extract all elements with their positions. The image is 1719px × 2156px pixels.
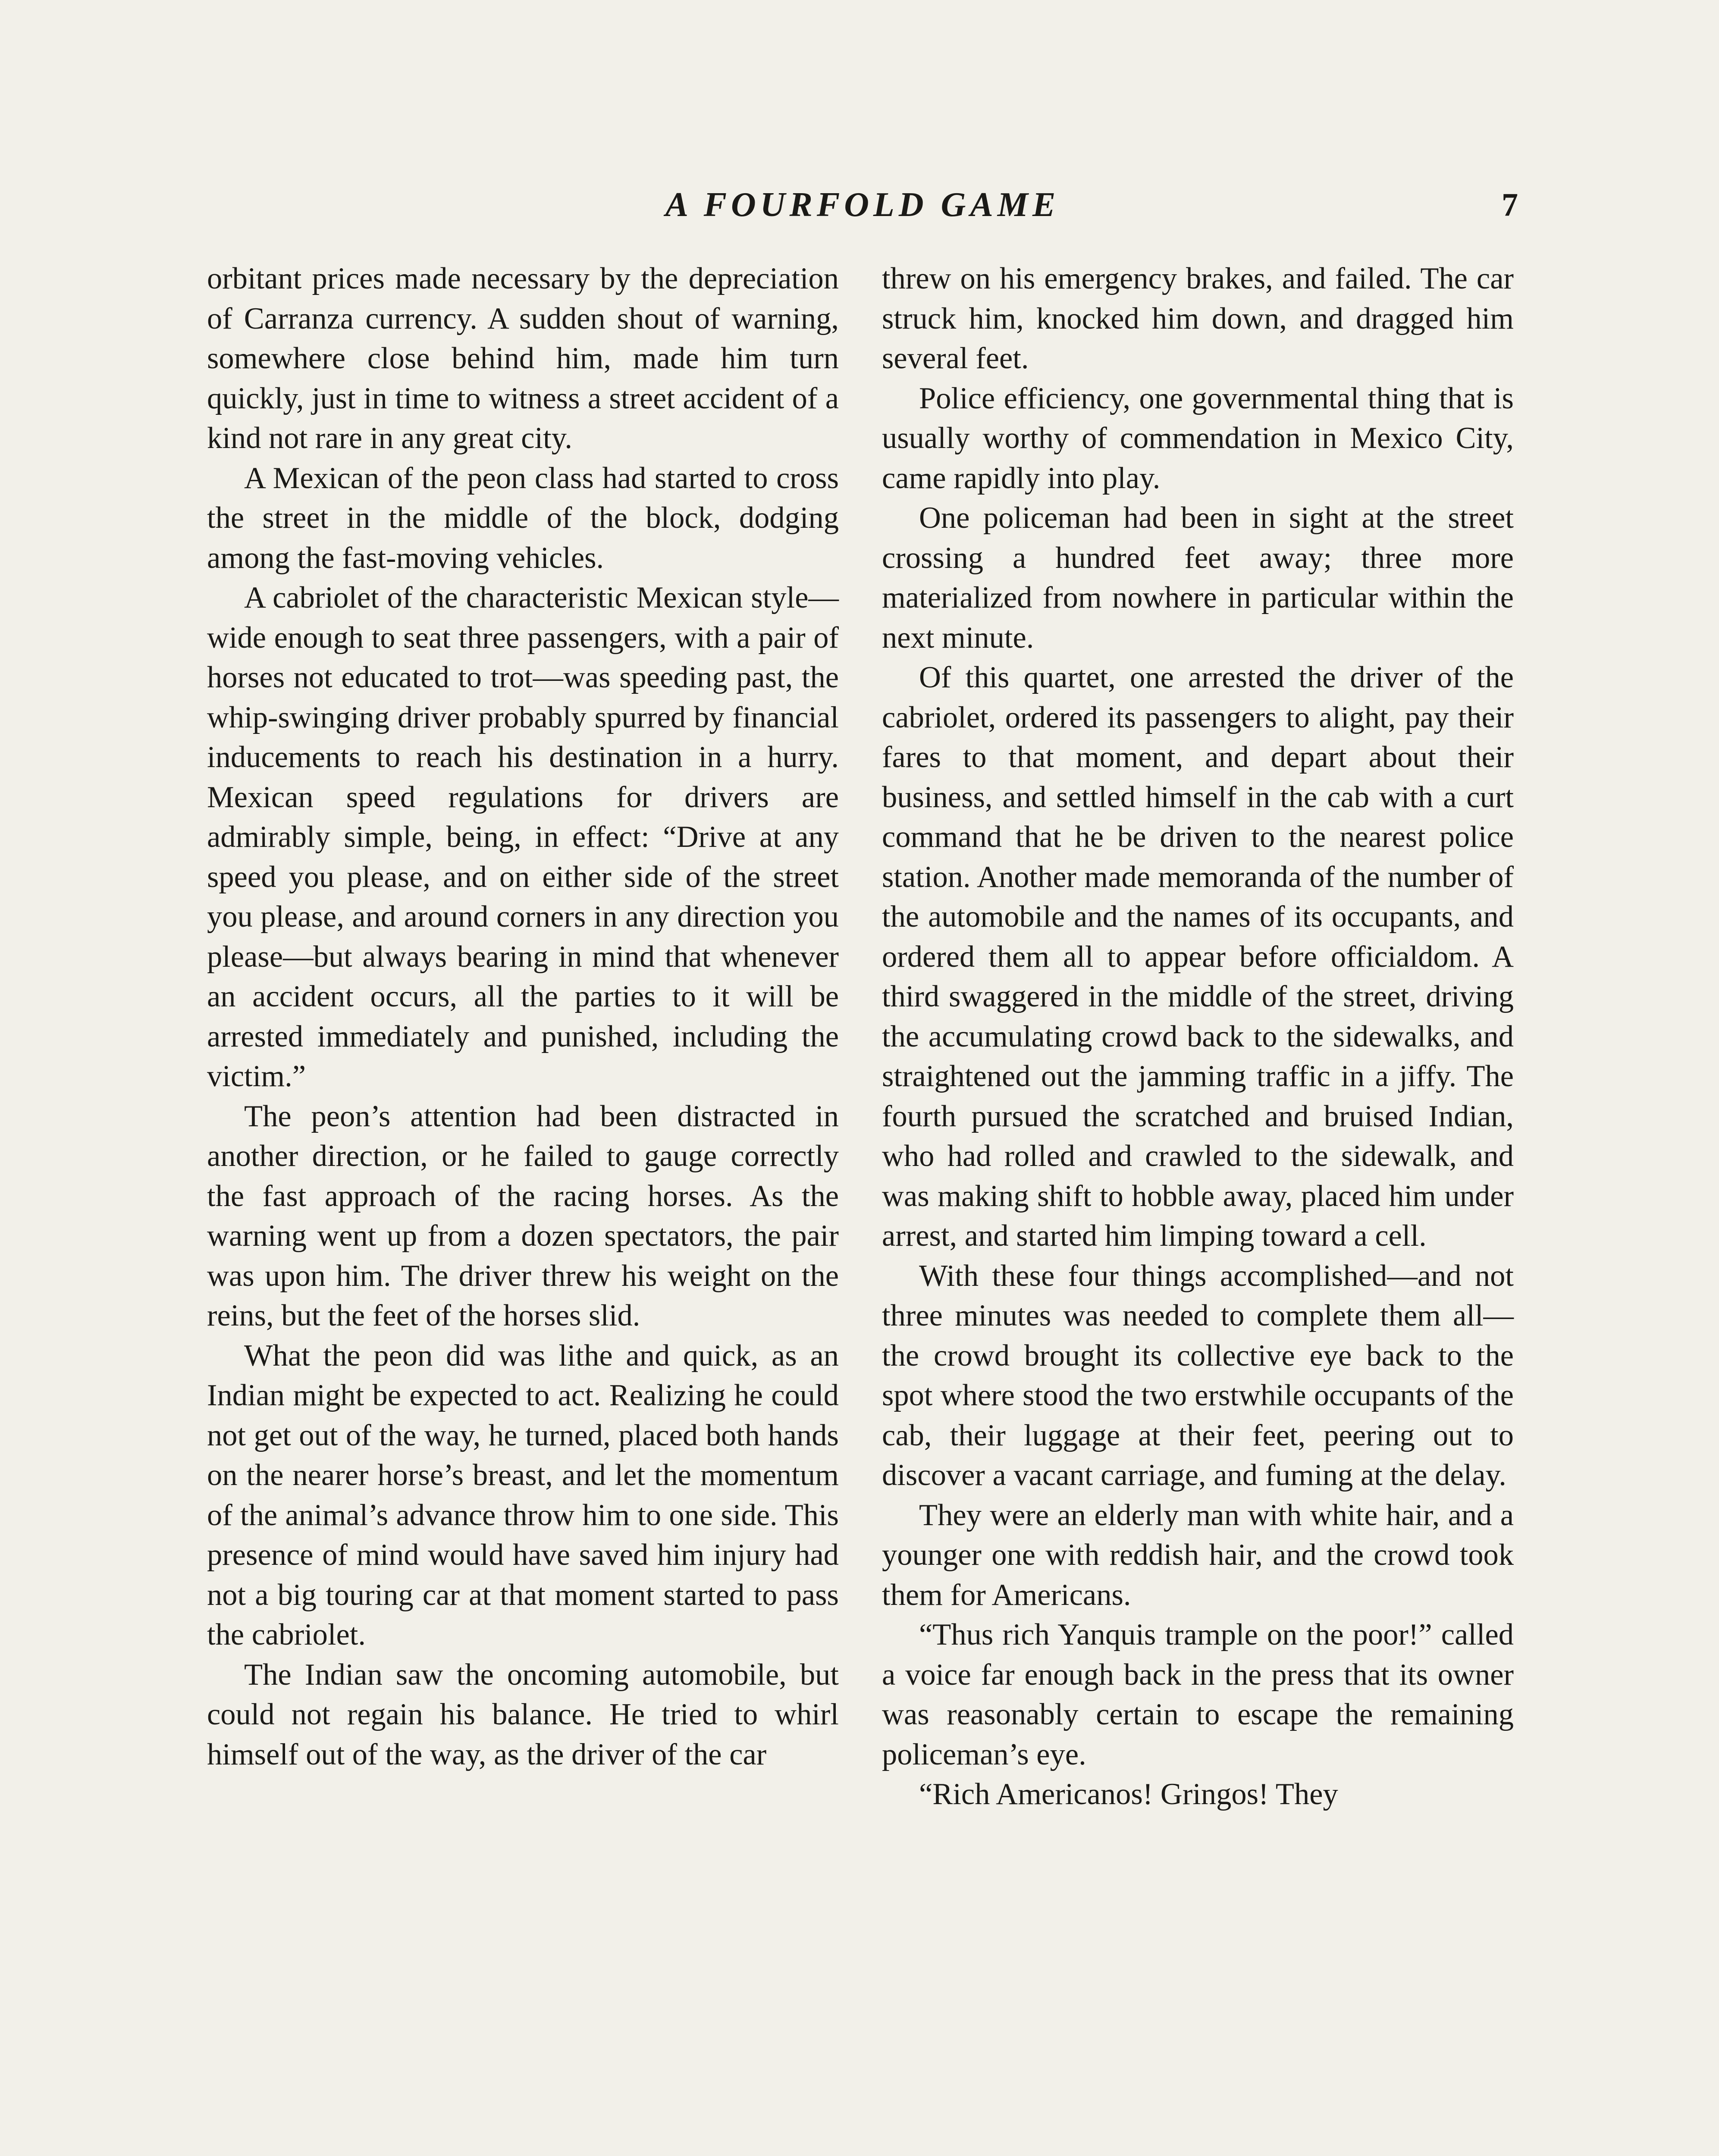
paragraph: A Mexican of the peon class had started to cross the street in the middle of the block, dodging among the fast-moving vehicles. xyxy=(207,461,839,575)
paragraph: Of this quartet, one arrested the driver of the cabriolet, ordered its passengers to alight, pay their fares to that moment, and depart about their business, and settled himself in the cab with a curt command that he be driven to the nearest police station. Another made memoranda of the number of the automobile and the names of its occupants, and ordered them all to appear before officialdom. A third swaggered in the middle of the street, driving the accumulating crowd back to the sidewalks, and straightened out the jamming traffic in a jiffy. The fourth pursued the scratched and bruised Indian, who had rolled and crawled to the sidewalk, and was making shift to hobble away, placed him under arrest, and started him limping toward a cell. xyxy=(882,661,1514,1253)
paragraph: “Thus rich Yanquis trample on the poor!” called a voice far enough back in the press that its owner was reasonably certain to escape the remaining policeman’s eye. xyxy=(882,1618,1514,1771)
paragraph: Police efficiency, one governmental thing that is usually worthy of commendation in Mexico City, came rapidly into play. xyxy=(882,381,1514,495)
page-number: 7 xyxy=(1502,187,1518,223)
paragraph: threw on his emergency brakes, and failed. The car struck him, knocked him down, and dragged him several feet. xyxy=(882,262,1514,375)
left-column xyxy=(207,259,839,1774)
paragraph: The Indian saw the oncoming automobile, but could not regain his balance. He tried to whirl himself out of the way, as the driver of the car xyxy=(207,1658,839,1771)
right-column xyxy=(882,259,1514,1814)
paragraph: orbitant prices made necessary by the depreciation of Carranza currency. A sudden shout of warning, somewhere close behind him, made him turn quickly, just in time to witness a street accident of a kind not rare in any great city. xyxy=(207,262,839,455)
paragraph: What the peon did was lithe and quick, as an Indian might be expected to act. Realizing he could not get out of the way, he turned, placed both hands on the nearer horse’s breast, and let the momentum of the animal’s advance throw him to one side. This presence of mind would have saved him injury had not a big touring car at that moment started to pass the cabriolet. xyxy=(207,1338,839,1651)
paragraph: With these four things accomplished—and not three minutes was needed to complete them all—the crowd brought its collective eye back to the spot where stood the two erstwhile occupants of the cab, their luggage at their feet, peering out to discover a vacant carriage, and fuming at the delay. xyxy=(882,1259,1514,1492)
paragraph: “Rich Americanos! Gringos! They xyxy=(919,1777,1338,1811)
paragraph: The peon’s attention had been distracted in another direction, or he failed to gauge correctly the fast approach of the racing horses. As the warning went up from a dozen spectators, the pair was upon him. The driver threw his weight on the reins, but the feet of the horses slid. xyxy=(207,1099,839,1332)
paragraph: They were an elderly man with white hair, and a younger one with reddish hair, and the crowd took them for Americans. xyxy=(882,1498,1514,1612)
paragraph: One policeman had been in sight at the street crossing a hundred feet away; three more materialized from nowhere in particular within the next minute. xyxy=(882,501,1514,655)
paragraph: A cabriolet of the characteristic Mexican style—wide enough to seat three passengers, with a pair of horses not educated to trot—was speeding past, the whip-swinging driver probably spurred by financial inducements to reach his destination in a hurry. Mexican speed regulations for drivers are admirably simple, being, in effect: “Drive at any speed you please, and on either side of the street you please, and around corners in any direction you please—but always bearing in mind that whenever an accident occurs, all the parties to it will be arrested immediately and punished, including the victim.” xyxy=(207,581,839,1093)
running-title: A FOURFOLD GAME xyxy=(665,186,1060,224)
page-header xyxy=(207,181,1518,229)
